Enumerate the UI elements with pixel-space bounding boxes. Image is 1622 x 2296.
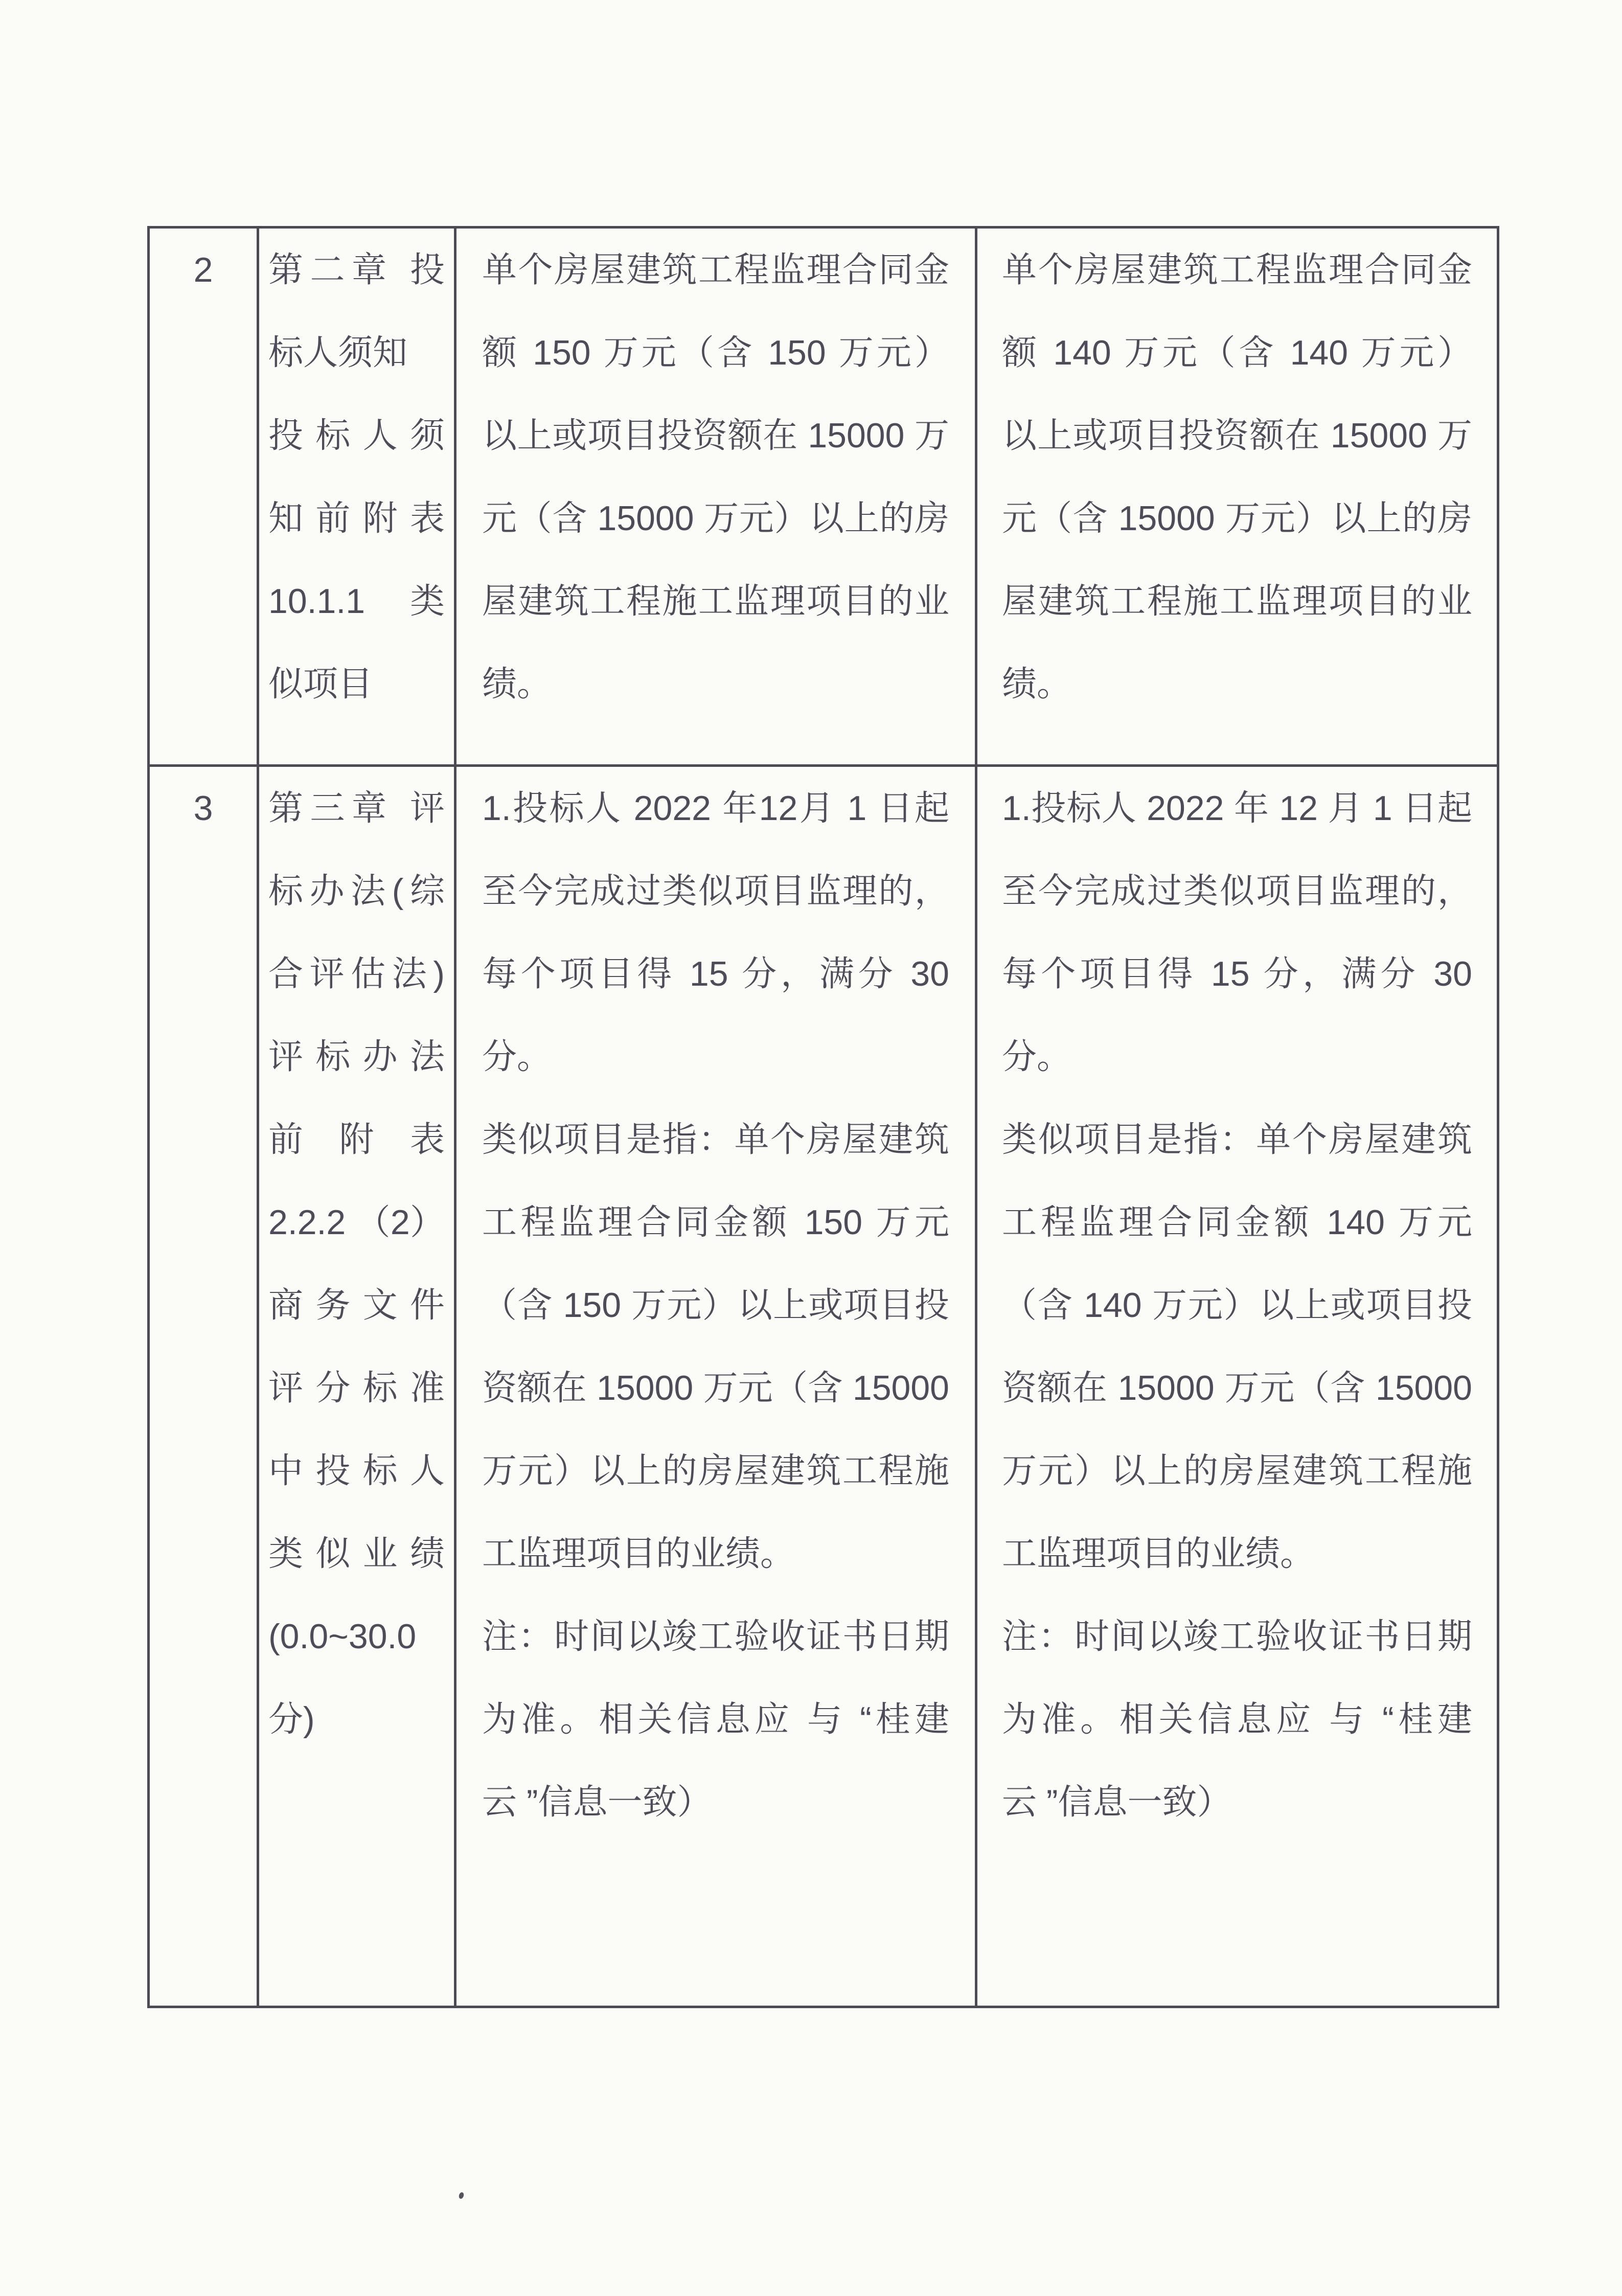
text-line: 分。 (482, 1037, 552, 1076)
paragraph (1002, 1098, 1472, 1595)
text-line: 10.1.1 类 (268, 582, 445, 621)
text-line: 似项目 (268, 665, 373, 703)
clause-location-text (259, 767, 454, 1761)
text-line: 万元）以上的房屋建筑工程施 (1002, 1451, 1472, 1490)
clause-location-cell (258, 766, 455, 2007)
paragraph (482, 1098, 949, 1595)
text-line: 1.投标人 2022 年 12 月 1 日起 (1002, 789, 1472, 828)
text-line: 绩。 (1002, 665, 1072, 703)
modified-text-cell (976, 766, 1498, 2007)
text-line: 类似项目是指：单个房屋建筑 (482, 1120, 949, 1159)
text-line: 额 150 万元（含 150 万元） (482, 333, 949, 372)
text-line: 工程监理合同金额 140 万元 (1002, 1203, 1472, 1242)
text-line: 工监理项目的业绩。 (482, 1534, 795, 1573)
text-line: 屋建筑工程施工监理项目的业 (482, 582, 949, 621)
clause-location-text (259, 229, 454, 725)
text-line: 单个房屋建筑工程监理合同金 (1002, 251, 1472, 289)
table-row (149, 766, 1498, 2007)
paragraph (482, 229, 949, 725)
paragraph (1002, 767, 1472, 1098)
paragraph (268, 767, 445, 1761)
text-line: 知前附表 (268, 499, 445, 538)
original-text-cell (455, 228, 976, 766)
text-line: 评分标准 (268, 1369, 445, 1407)
table-row (149, 228, 1498, 766)
text-line: 2.2.2 （2） (268, 1203, 445, 1242)
original-text-cell (455, 766, 976, 2007)
text-line: 云 ”信息一致） (482, 1783, 712, 1822)
text-line: 分) (268, 1700, 315, 1739)
clause-location-cell (258, 228, 455, 766)
text-line: 元（含 15000 万元）以上的房 (1002, 499, 1472, 538)
text-line: 为准。相关信息应 与 “桂建 (482, 1700, 949, 1739)
text-line: 前附表 (268, 1120, 445, 1159)
text-line: 评标办法 (268, 1037, 445, 1076)
text-line: 标人须知 (268, 333, 408, 372)
text-line: 云 ”信息一致） (1002, 1783, 1232, 1822)
text-line: 分。 (1002, 1037, 1072, 1076)
text-line: (0.0~30.0 (268, 1617, 417, 1656)
text-line: 商务文件 (268, 1286, 445, 1325)
row-number-cell (149, 766, 258, 2007)
text-line: 中投标人 (268, 1451, 445, 1490)
revision-comparison-table (147, 226, 1499, 2008)
text-line: 1.投标人 2022 年12月 1 日起 (482, 789, 949, 828)
text-line: 单个房屋建筑工程监理合同金 (482, 251, 949, 289)
text-line: 合评估法) (268, 954, 445, 993)
text-line: 资额在 15000 万元（含 15000 (1002, 1369, 1472, 1407)
text-line: 至今完成过类似项目监理的， (1002, 872, 1472, 911)
text-line: 元（含 15000 万元）以上的房 (482, 499, 949, 538)
original-clause-text (456, 767, 975, 1844)
text-line: 投标人须 (268, 416, 445, 455)
text-line: 为准。相关信息应 与 “桂建 (1002, 1700, 1472, 1739)
text-line: 工程监理合同金额 150 万元 (482, 1203, 949, 1242)
original-clause-text (456, 229, 975, 725)
modified-clause-text (977, 229, 1497, 725)
text-line: 以上或项目投资额在 15000 万 (482, 416, 949, 455)
text-line: 类似项目是指：单个房屋建筑 (1002, 1120, 1472, 1159)
text-line: 万元）以上的房屋建筑工程施 (482, 1451, 949, 1490)
paragraph (268, 394, 445, 725)
row-number-cell (149, 228, 258, 766)
text-line: （含 150 万元）以上或项目投 (482, 1286, 949, 1325)
paragraph (268, 229, 445, 394)
text-line: 注：时间以竣工验收证书日期 (1002, 1617, 1472, 1656)
scan-artifact-dot (458, 2192, 465, 2199)
text-line: 资额在 15000 万元（含 15000 (482, 1369, 949, 1407)
text-line: 标办法(综 (268, 872, 445, 911)
text-line: 绩。 (482, 665, 552, 703)
text-line: 注：时间以竣工验收证书日期 (482, 1617, 949, 1656)
modified-clause-text (977, 767, 1497, 1844)
row-number-text: 2 (193, 251, 213, 289)
text-line: 类似业绩 (268, 1534, 445, 1573)
paragraph (482, 767, 949, 1098)
text-line: 第三章 评 (268, 789, 445, 828)
text-line: 至今完成过类似项目监理的， (482, 872, 949, 911)
text-line: 第二章 投 (268, 251, 445, 289)
paragraph (1002, 1595, 1472, 1844)
paragraph (482, 1595, 949, 1844)
text-line: 每个项目得 15 分，满分 30 (482, 954, 949, 993)
row-number-text: 3 (193, 789, 213, 828)
modified-text-cell (976, 228, 1498, 766)
text-line: 以上或项目投资额在 15000 万 (1002, 416, 1472, 455)
text-line: （含 140 万元）以上或项目投 (1002, 1286, 1472, 1325)
text-line: 每个项目得 15 分，满分 30 (1002, 954, 1472, 993)
paragraph (1002, 229, 1472, 725)
text-line: 额 140 万元（含 140 万元） (1002, 333, 1472, 372)
text-line: 屋建筑工程施工监理项目的业 (1002, 582, 1472, 621)
text-line: 工监理项目的业绩。 (1002, 1534, 1315, 1573)
